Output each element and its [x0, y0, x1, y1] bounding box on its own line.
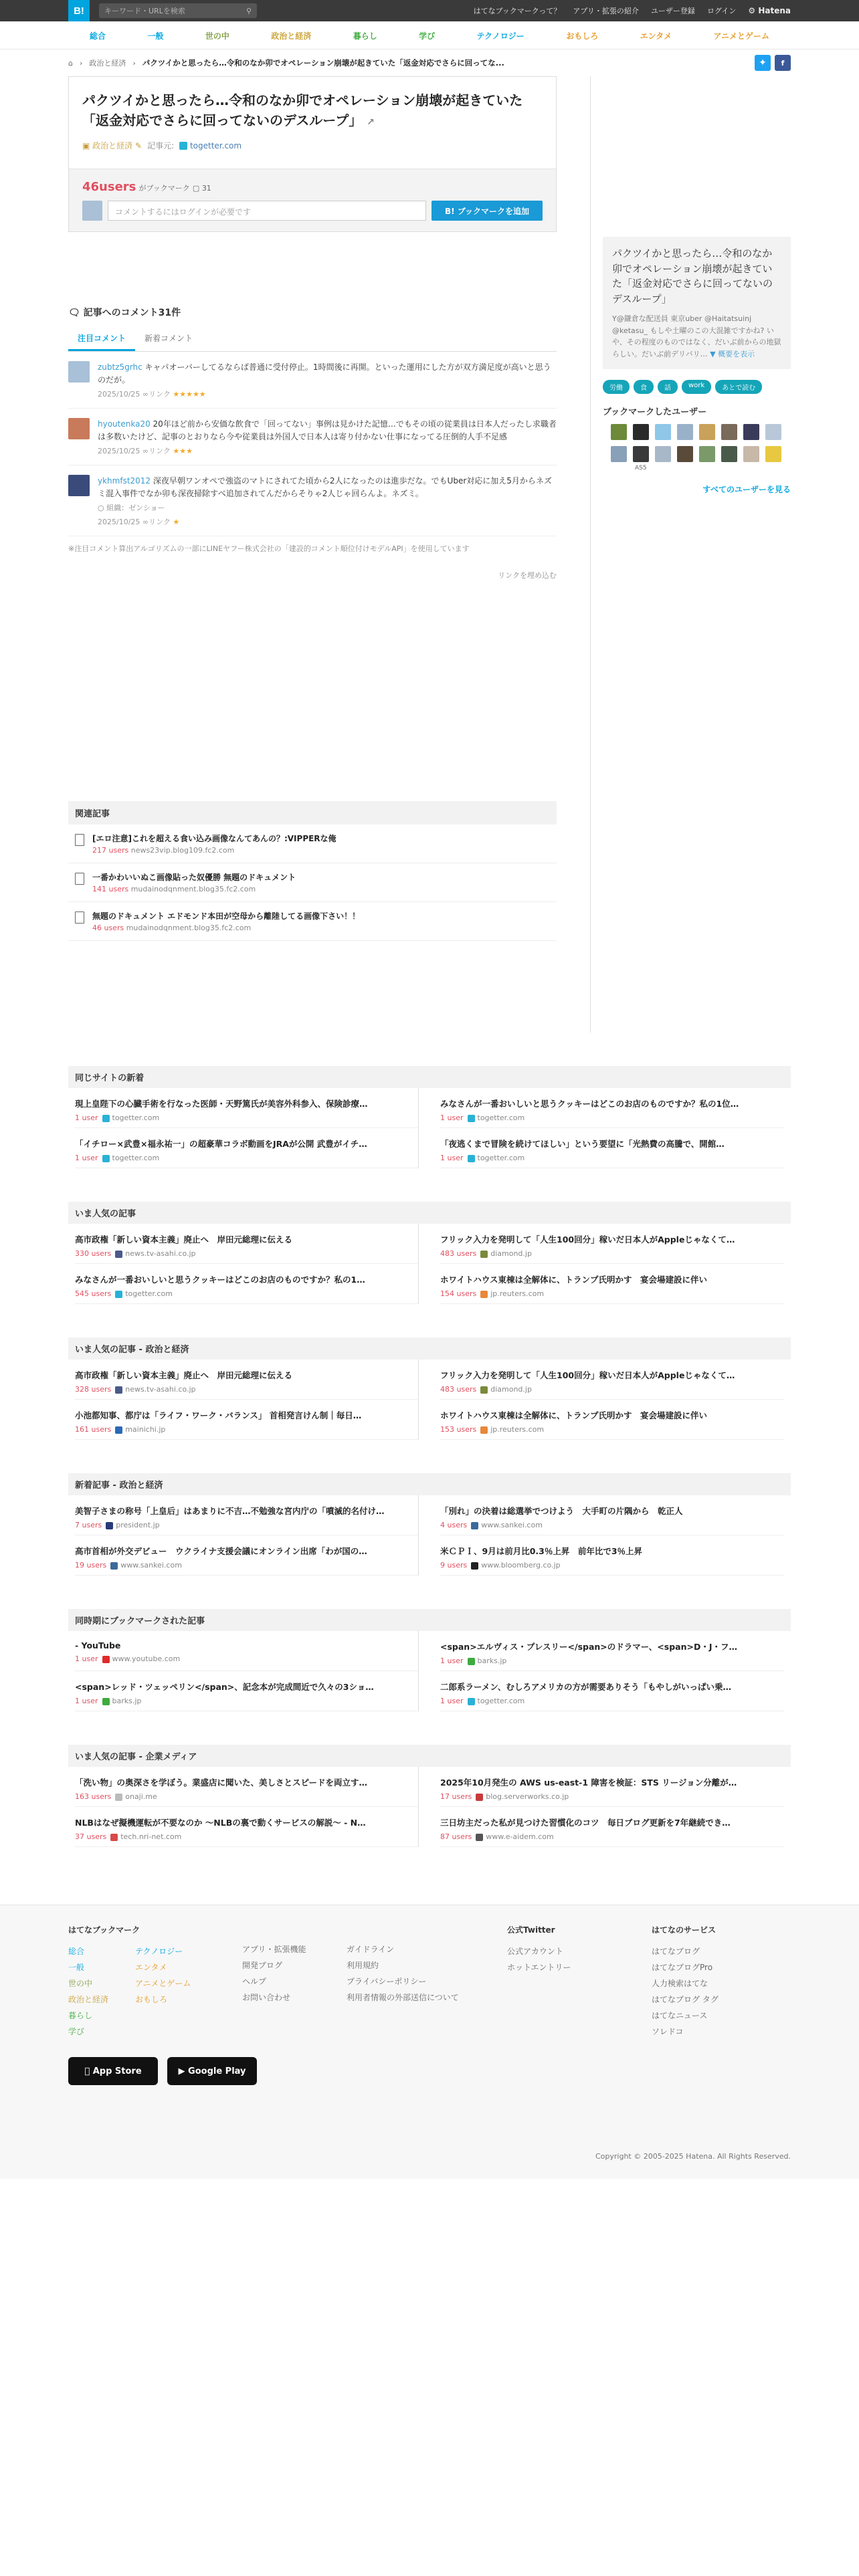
- entry-title[interactable]: パクツイかと思ったら…令和のなか卯でオペレーション崩壊が起きていた「返金対応でさらに回ってないのデスループ」 ↗: [82, 92, 523, 128]
- nav-ippan[interactable]: 一般: [147, 31, 164, 41]
- link-icon: ∞: [142, 390, 149, 399]
- list-item[interactable]: [440, 1128, 784, 1168]
- document-icon: [75, 834, 84, 846]
- related-title[interactable]: 無題のドキュメント エドモンド本田が空母から離陸してる画像下さい！！: [92, 911, 361, 921]
- article-users[interactable]: 87 users: [440, 1832, 472, 1841]
- tag-icon: ○: [98, 503, 104, 512]
- site-favicon-icon: [480, 1426, 488, 1434]
- article-domain: barks.jp: [477, 1656, 507, 1665]
- comment-text: 深夜早朝ワンオペで強盗のマトにされてた頃から2人になったのは進歩だな。でもUber対応に加え5月からネズミ混入事件でなか卯も深夜掃除すべ追加されてんだからそりゃ2人じゃ回らんよ。ネズミ。: [98, 476, 552, 499]
- footer-link[interactable]: お問い合わせ: [242, 1993, 291, 2002]
- related-item[interactable]: [68, 863, 557, 902]
- home-icon[interactable]: ⌂: [68, 58, 73, 68]
- article-users[interactable]: 1 user: [75, 1154, 98, 1162]
- tag-icon: ▣: [82, 141, 90, 150]
- article-title[interactable]: フリック入力を発明して「人生100回分」稼いだ日本人がAppleじゃなくて…: [440, 1370, 735, 1380]
- article-title[interactable]: みなさんが一番おいしいと思うクッキーはどこのお店のものですか？私の1位…: [440, 1099, 739, 1109]
- comment-link[interactable]: リンク: [149, 390, 171, 399]
- comment-date[interactable]: 2025/10/25: [98, 517, 140, 526]
- see-all-users-link[interactable]: すべてのユーザーを見る: [702, 485, 791, 495]
- footer-link[interactable]: 開発ブログ: [242, 1961, 283, 1970]
- bookmark-bar: 46users がブックマーク ▢ 31 コメントするにはログインが必要です B! ブックマークを追加: [69, 169, 556, 231]
- footer-link[interactable]: はてなブログ タグ: [652, 1995, 719, 2004]
- nav-life[interactable]: 暮らし: [353, 31, 377, 41]
- list-item[interactable]: [440, 1088, 784, 1128]
- user-avatar[interactable]: [765, 446, 781, 462]
- comment-user[interactable]: hyoutenka20: [98, 419, 151, 429]
- article-title[interactable]: 小池都知事、都庁は「ライフ・ワーク・バランス」 首相発言けん制｜毎日…: [75, 1410, 362, 1420]
- comment-link[interactable]: リンク: [149, 447, 171, 456]
- avatar: [82, 201, 102, 221]
- togetter-favicon-icon: [179, 142, 187, 150]
- user-avatar[interactable]: [743, 424, 759, 440]
- play-icon: ▶: [178, 2066, 185, 2076]
- nav-it[interactable]: テクノロジー: [476, 31, 524, 41]
- article-domain: togetter.com: [125, 1289, 173, 1298]
- article-domain: www.e-aidem.com: [486, 1832, 554, 1841]
- nav-knowledge[interactable]: 学び: [419, 31, 436, 41]
- site-favicon-icon: [471, 1522, 478, 1529]
- list-item[interactable]: [75, 1400, 419, 1440]
- category-nav: [0, 21, 859, 49]
- top-bar: [0, 0, 859, 21]
- list-item[interactable]: [440, 1360, 784, 1400]
- list-item[interactable]: [440, 1400, 784, 1440]
- footer-link[interactable]: はてなブログ: [652, 1947, 700, 1956]
- app-store-badge[interactable]: App Store: [68, 2057, 158, 2085]
- bookmark-count[interactable]: 46users: [82, 180, 136, 194]
- article-title[interactable]: 現上皇陛下の心臓手術を行なった医師・天野篤氏が美容外科参入、保険診療…: [75, 1099, 368, 1109]
- article-title[interactable]: 高市政権「新しい資本主義」廃止へ 岸田元総理に伝える: [75, 1235, 293, 1245]
- external-link-icon[interactable]: ↗: [367, 117, 375, 128]
- related-heading: 関連記事: [68, 801, 557, 825]
- footer-link[interactable]: ヘルプ: [242, 1977, 267, 1986]
- comment-algorithm-note: ※注目コメント算出アルゴリズムの一部にLINEヤフー株式会社の「建設的コメント順位付けモデルAPI」を使用しています: [68, 544, 470, 553]
- footer-link[interactable]: 公式アカウント: [507, 1947, 563, 1956]
- article-domain: news.tv-asahi.co.jp: [125, 1385, 196, 1394]
- section-grid: [68, 1360, 791, 1440]
- nav-fun[interactable]: おもしろ: [566, 31, 599, 41]
- footer-link[interactable]: ガイドライン: [347, 1945, 395, 1954]
- footer-link[interactable]: プライバシーポリシー: [347, 1977, 427, 1986]
- related-item[interactable]: [68, 902, 557, 941]
- section-grid: [68, 1767, 791, 1847]
- hatena-icon: ⚙: [748, 6, 756, 15]
- user-avatar[interactable]: [677, 424, 693, 440]
- site-favicon-icon: [115, 1386, 122, 1394]
- article-users[interactable]: 19 users: [75, 1561, 107, 1570]
- site-favicon-icon: [110, 1834, 118, 1841]
- footer-link[interactable]: 人力検索はてな: [652, 1979, 708, 1988]
- user-avatar[interactable]: [699, 424, 715, 440]
- search-input[interactable]: キーワード・URLを検索 ⚲: [99, 3, 257, 18]
- footer: [0, 1905, 859, 2179]
- embed-link[interactable]: リンクを埋め込む: [498, 570, 557, 580]
- section-heading: 同時期にブックマークされた記事: [68, 1609, 791, 1631]
- footer-link[interactable]: ソレドコ: [652, 2027, 684, 2036]
- footer-link[interactable]: 暮らし: [68, 2011, 93, 2020]
- site-favicon-icon: [468, 1698, 475, 1705]
- article-title[interactable]: 二郎系ラーメン、むしろアメリカの方が需要ありそう「もやしがいっぱい乗…: [440, 1682, 732, 1692]
- list-item[interactable]: [75, 1224, 419, 1264]
- section-heading: いま人気の記事 - 政治と経済: [68, 1337, 791, 1360]
- document-icon: [75, 911, 84, 924]
- entry-source[interactable]: togetter.com: [179, 141, 242, 150]
- section-heading: いま人気の記事: [68, 1202, 791, 1224]
- bookmark-user-grid: [611, 424, 791, 462]
- site-favicon-icon: [476, 1834, 483, 1841]
- breadcrumb-title: パクツイかと思ったら…令和のなか卯でオペレーション崩壊が起きていた「返金対応でさらに回ってな...: [142, 58, 504, 68]
- apps-link[interactable]: アプリ・拡張の紹介: [573, 7, 639, 15]
- article-title[interactable]: フリック入力を発明して「人生100回分」稼いだ日本人がAppleじゃなくて…: [440, 1235, 735, 1245]
- article-title[interactable]: <span>エルヴィス・プレスリー</span>のドラマー、<span>D・J・フ…: [440, 1642, 737, 1652]
- list-item[interactable]: [75, 1767, 419, 1807]
- main-column: [68, 76, 557, 1033]
- link-icon: ∞: [142, 447, 149, 456]
- related-users[interactable]: 46 users: [92, 923, 124, 932]
- search-icon[interactable]: ⚲: [246, 6, 252, 15]
- user-avatar[interactable]: [633, 446, 649, 462]
- section-grid: [68, 1631, 791, 1711]
- footer-link[interactable]: アニメとゲーム: [135, 1979, 191, 1988]
- source-label: 記事元:: [147, 141, 175, 150]
- article-users[interactable]: 37 users: [75, 1832, 107, 1841]
- list-item[interactable]: [440, 1807, 784, 1847]
- user-avatar[interactable]: [699, 446, 715, 462]
- article-domain: www.youtube.com: [112, 1654, 181, 1663]
- user-avatar[interactable]: [633, 424, 649, 440]
- article-domain: togetter.com: [477, 1113, 525, 1122]
- comment-item: [68, 465, 557, 536]
- site-favicon-icon: [468, 1115, 475, 1122]
- comment-text: キャパオーバーしてるならば普通に受付停止。1時間後に再開。といった運用にした方が双方満足度が高いと思うのだが。: [98, 362, 551, 385]
- site-favicon-icon: [106, 1522, 113, 1529]
- tab-popular-comments[interactable]: 注目コメント: [68, 327, 135, 351]
- footer-twitter-heading: 公式Twitter: [507, 1925, 555, 1935]
- section-heading: いま人気の記事 - 企業メディア: [68, 1745, 791, 1767]
- add-bookmark-button[interactable]: B! ブックマークを追加: [432, 201, 543, 221]
- nav-general[interactable]: 総合: [90, 31, 106, 41]
- comment-user[interactable]: ykhmfst2012: [98, 476, 151, 486]
- related-domain: news23vip.blog109.fc2.com: [130, 845, 235, 855]
- avatar[interactable]: [68, 418, 90, 439]
- site-favicon-icon: [102, 1656, 110, 1663]
- site-favicon-icon: [115, 1251, 122, 1258]
- avatar[interactable]: [68, 361, 90, 383]
- article-users[interactable]: 7 users: [75, 1521, 102, 1529]
- copyright: Copyright © 2005-2025 Hatena. All Rights Reserved.: [595, 2152, 791, 2161]
- user-avatar[interactable]: [677, 446, 693, 462]
- footer-link[interactable]: はてなニュース: [652, 2011, 708, 2020]
- article-users[interactable]: 545 users: [75, 1289, 112, 1298]
- article-users[interactable]: 328 users: [75, 1385, 112, 1394]
- lower-sections: [68, 1066, 791, 1847]
- nav-politics[interactable]: 政治と経済: [271, 31, 312, 41]
- nav-game[interactable]: アニメとゲーム: [713, 31, 769, 41]
- footer-link[interactable]: 世の中: [68, 1979, 93, 1988]
- tag-pill[interactable]: work: [682, 380, 711, 394]
- article-domain: news.tv-asahi.co.jp: [125, 1249, 196, 1258]
- site-favicon-icon: [102, 1115, 110, 1122]
- user-avatar[interactable]: [611, 446, 627, 462]
- article-users[interactable]: 154 users: [440, 1289, 477, 1298]
- comment-item: [68, 409, 557, 465]
- article-title[interactable]: - YouTube: [75, 1640, 121, 1650]
- comment-bubble-icon: 🗨: [68, 308, 80, 318]
- entry-summary-box: [603, 237, 791, 369]
- tag-list: [603, 380, 791, 394]
- section-grid: [68, 1088, 791, 1168]
- article-domain: mainichi.jp: [125, 1425, 166, 1434]
- tag-pill[interactable]: あとで読む: [715, 380, 762, 394]
- site-favicon-icon: [102, 1698, 110, 1705]
- list-item[interactable]: [440, 1495, 784, 1535]
- article-title[interactable]: 高市政権「新しい資本主義」廃止へ 岸田元総理に伝える: [75, 1370, 293, 1380]
- comment-input[interactable]: コメントするにはログインが必要です: [108, 201, 426, 221]
- article-users[interactable]: 1 user: [75, 1113, 98, 1122]
- article-users[interactable]: 1 user: [440, 1697, 464, 1705]
- list-item[interactable]: [440, 1535, 784, 1576]
- list-item[interactable]: [75, 1360, 419, 1400]
- article-users[interactable]: 1 user: [440, 1656, 464, 1665]
- article-domain: togetter.com: [477, 1697, 525, 1705]
- list-item[interactable]: [75, 1128, 419, 1168]
- hatena-bookmark-logo[interactable]: B!: [68, 0, 90, 21]
- site-favicon-icon: [471, 1562, 478, 1570]
- article-users[interactable]: 1 user: [440, 1113, 464, 1122]
- site-favicon-icon: [480, 1386, 488, 1394]
- article-domain: togetter.com: [112, 1113, 160, 1122]
- site-favicon-icon: [110, 1562, 118, 1570]
- about-link[interactable]: はてなブックマークって？: [473, 7, 561, 15]
- tag-pill[interactable]: 食: [634, 380, 654, 394]
- article-users[interactable]: 4 users: [440, 1521, 468, 1529]
- section-heading: 同じサイトの新着: [68, 1066, 791, 1088]
- article-users[interactable]: 1 user: [440, 1154, 464, 1162]
- related-domain: mudainodqnment.blog35.fc2.com: [126, 923, 252, 932]
- comment-tag[interactable]: ○ 組織：ゼンショー: [98, 503, 165, 512]
- comment-user[interactable]: zubtz5grhc: [98, 362, 142, 372]
- star-icon[interactable]: ★: [173, 517, 180, 526]
- avatar-label: AS5: [635, 465, 647, 472]
- list-item[interactable]: [440, 1631, 784, 1671]
- list-item[interactable]: [75, 1671, 419, 1711]
- article-title[interactable]: 「イチロー×武豊×福永祐一」の超豪華コラボ動画をJRAが公開 武豊がイチ…: [75, 1139, 367, 1149]
- article-title[interactable]: みなさんが一番おいしいと思うクッキーはどこのお店のものですか？私の1…: [75, 1275, 365, 1285]
- tag-pill[interactable]: 話: [658, 380, 678, 394]
- article-users[interactable]: 161 users: [75, 1425, 112, 1434]
- comment-count[interactable]: ▢ 31: [192, 184, 211, 193]
- bookmark-users-heading: ブックマークしたユーザー: [603, 407, 707, 418]
- article-users[interactable]: 163 users: [75, 1792, 112, 1801]
- site-favicon-icon: [102, 1155, 110, 1162]
- article-title[interactable]: ホワイトハウス東棟は全解体に、トランプ氏明かす 宴会場建設に伴い: [440, 1410, 708, 1420]
- footer-link[interactable]: 総合: [68, 1947, 85, 1956]
- document-icon: [75, 873, 84, 885]
- show-summary-link[interactable]: ▼ 概要を表示: [710, 349, 755, 358]
- section-grid: [68, 1495, 791, 1576]
- star-icon[interactable]: ★★★★★: [173, 390, 206, 399]
- article-title[interactable]: 「別れ」の決着は総選挙でつけよう 大手町の片隅から 乾正人: [440, 1506, 683, 1516]
- article-users[interactable]: 330 users: [75, 1249, 112, 1258]
- article-users[interactable]: 153 users: [440, 1425, 477, 1434]
- tag-pill[interactable]: 労働: [603, 380, 630, 394]
- related-title[interactable]: 一番かわいいぬこ画像貼った奴優勝 無題のドキュメント: [92, 872, 296, 882]
- star-icon[interactable]: ★★★: [173, 447, 193, 456]
- article-users[interactable]: 9 users: [440, 1561, 468, 1570]
- footer-link[interactable]: テクノロジー: [135, 1947, 183, 1956]
- article-domain: president.jp: [116, 1521, 160, 1529]
- article-users[interactable]: 483 users: [440, 1249, 477, 1258]
- facebook-share-icon[interactable]: f: [775, 55, 791, 71]
- article-title[interactable]: ホワイトハウス東棟は全解体に、トランプ氏明かす 宴会場建設に伴い: [440, 1275, 708, 1285]
- list-item[interactable]: [440, 1767, 784, 1807]
- site-favicon-icon: [115, 1794, 122, 1801]
- comment-link[interactable]: リンク: [149, 517, 171, 526]
- comment-date[interactable]: 2025/10/25: [98, 447, 140, 456]
- site-favicon-icon: [468, 1658, 475, 1665]
- article-domain: diamond.jp: [490, 1385, 532, 1394]
- list-item[interactable]: [75, 1535, 419, 1576]
- user-avatar[interactable]: [721, 424, 737, 440]
- twitter-share-icon[interactable]: ✦: [755, 55, 771, 71]
- article-domain: togetter.com: [477, 1154, 525, 1162]
- footer-link[interactable]: はてなブログPro: [652, 1963, 713, 1972]
- site-favicon-icon: [476, 1794, 483, 1801]
- summary-title[interactable]: パクツイかと思ったら…令和のなか卯でオペレーション崩壊が起きていた「返金対応でさらに回ってないのデスループ」: [612, 247, 773, 305]
- article-users[interactable]: 1 user: [75, 1654, 98, 1663]
- comment-item: [68, 352, 557, 409]
- site-favicon-icon: [115, 1291, 122, 1298]
- comment-icon: ▢: [192, 184, 200, 193]
- list-item[interactable]: [440, 1224, 784, 1264]
- entry-category[interactable]: ▣ 政治と経済 ✎: [82, 141, 142, 150]
- article-domain: www.bloomberg.co.jp: [481, 1561, 561, 1570]
- article-title[interactable]: 2025年10月発生の AWS us-east-1 障害を検証：STS リージョン分離が…: [440, 1778, 737, 1788]
- article-title[interactable]: 高市首相が外交デビュー ウクライナ支援会議にオンライン出席「わが国の…: [75, 1546, 367, 1556]
- list-item[interactable]: [75, 1264, 419, 1304]
- sidebar: [590, 76, 791, 1033]
- site-favicon-icon: [480, 1251, 488, 1258]
- related-title[interactable]: [エロ注意]これを超える食い込み画像なんてあんの？:VIPPERな俺: [92, 833, 337, 843]
- article-domain: jp.reuters.com: [490, 1425, 545, 1434]
- footer-services-heading: はてなのサービス: [652, 1925, 717, 1935]
- related-item[interactable]: [68, 825, 557, 863]
- footer-link[interactable]: 利用規約: [347, 1961, 379, 1970]
- google-play-badge[interactable]: ▶ Google Play: [167, 2057, 257, 2085]
- section-heading: 新着記事 - 政治と経済: [68, 1473, 791, 1495]
- register-link[interactable]: ユーザー登録: [650, 7, 695, 15]
- footer-link[interactable]: 利用者情報の外部送信について: [347, 1993, 459, 2002]
- comment-text: 20年ほど前から安価な飲食で「回ってない」事例は見かけた記憶…でもその頃の従業員は日本人だったし求職者は多数いたけど、記事のとおりなら今や従業員は外国人で日本人は寄り付かない仕事になってる圧倒的人手不足感: [98, 419, 557, 441]
- user-avatar[interactable]: [765, 424, 781, 440]
- user-avatar[interactable]: [721, 446, 737, 462]
- tab-new-comments[interactable]: 新着コメント: [145, 334, 193, 343]
- article-domain: tech.nri-net.com: [120, 1832, 182, 1841]
- article-domain: www.sankei.com: [120, 1561, 182, 1570]
- section-grid: [68, 1224, 791, 1304]
- article-title[interactable]: 「夜逃くまで冒険を続けてほしい」という要望に「光熱費の高騰で、開館…: [440, 1139, 725, 1149]
- login-link[interactable]: ログイン: [706, 7, 737, 15]
- list-item[interactable]: [440, 1671, 784, 1711]
- avatar[interactable]: [68, 475, 90, 496]
- apple-icon: [84, 2066, 90, 2076]
- summary-description: Y@鎌倉な配送員 東京uber @Haitatsuinj @ketasu_ もしや土曜のこの大混雑ですかね? いや、その程度のものではなく、だいぶ前からの地獄らしい。だいぶ前デリバリ…: [612, 314, 781, 358]
- user-avatar[interactable]: [743, 446, 759, 462]
- list-item[interactable]: [75, 1495, 419, 1535]
- nav-entertainment[interactable]: エンタメ: [640, 31, 672, 41]
- comment-tabs: [68, 327, 557, 352]
- site-favicon-icon: [480, 1291, 488, 1298]
- site-favicon-icon: [115, 1426, 122, 1434]
- list-item[interactable]: [75, 1807, 419, 1847]
- article-domain: blog.serverworks.co.jp: [486, 1792, 569, 1801]
- list-item[interactable]: [440, 1264, 784, 1304]
- user-avatar[interactable]: [611, 424, 627, 440]
- edit-icon: ✎: [135, 141, 142, 150]
- footer-link[interactable]: 一般: [68, 1963, 85, 1972]
- user-avatar[interactable]: [655, 446, 671, 462]
- article-title[interactable]: NLBはなぜ擬機運転が不要なのか ～NLBの裏で動くサービスの解説～ - N…: [75, 1818, 366, 1828]
- related-users[interactable]: 141 users: [92, 884, 129, 893]
- footer-link[interactable]: アプリ・拡張機能: [242, 1945, 306, 1954]
- related-users[interactable]: 217 users: [92, 845, 129, 855]
- nav-society[interactable]: 世の中: [205, 31, 229, 41]
- footer-link[interactable]: エンタメ: [135, 1963, 167, 1972]
- footer-link[interactable]: 政治と経済: [68, 1995, 109, 2004]
- article-users[interactable]: 483 users: [440, 1385, 477, 1394]
- entry-box: [68, 76, 557, 232]
- breadcrumb-category[interactable]: 政治と経済: [89, 59, 126, 68]
- article-title[interactable]: 美智子さまの称号「上皇后」はあまりに不吉…不勉強な宮内庁の「噴滅的名付け…: [75, 1506, 385, 1516]
- article-title[interactable]: 米ＣＰＩ、9月は前月比0.3％上昇 前年比で3％上昇: [440, 1546, 643, 1556]
- comments-heading: 🗨 記事へのコメント31件: [68, 308, 181, 318]
- user-avatar[interactable]: [655, 424, 671, 440]
- list-item[interactable]: [75, 1631, 419, 1671]
- footer-link[interactable]: おもしろ: [135, 1995, 168, 2004]
- footer-bookmark-heading: はてなブックマーク: [68, 1925, 140, 1935]
- article-users[interactable]: 1 user: [75, 1697, 98, 1705]
- link-icon: ∞: [142, 517, 149, 526]
- footer-link[interactable]: ホットエントリー: [507, 1963, 571, 1972]
- article-domain: www.sankei.com: [481, 1521, 543, 1529]
- site-favicon-icon: [468, 1155, 475, 1162]
- article-title[interactable]: 「洗い物」の奥深さを学ぼう。業盛店に聞いた、美しさとスピードを両立す…: [75, 1778, 368, 1788]
- hatena-logo[interactable]: ⚙ Hatena: [748, 6, 791, 15]
- list-item[interactable]: [75, 1088, 419, 1128]
- article-domain: togetter.com: [112, 1154, 160, 1162]
- comment-date[interactable]: 2025/10/25: [98, 390, 140, 399]
- article-title[interactable]: 三日坊主だった私が見つけた習慣化のコツ 毎日ブログ更新を7年継続でき…: [440, 1818, 731, 1828]
- article-domain: barks.jp: [112, 1697, 142, 1705]
- footer-link[interactable]: 学び: [68, 2027, 85, 2036]
- article-domain: diamond.jp: [490, 1249, 532, 1258]
- article-title[interactable]: <span>レッド・ツェッペリン</span>、記念本が完成間近で久々の3ショ…: [75, 1682, 374, 1692]
- article-domain: jp.reuters.com: [490, 1289, 545, 1298]
- related-domain: mudainodqnment.blog35.fc2.com: [130, 884, 256, 893]
- breadcrumb: ⌂ › 政治と経済 › パクツイかと思ったら…令和のなか卯でオペレーション崩壊が起きていた「返金対応でさらに回ってな... ✦ f: [68, 49, 791, 76]
- article-users[interactable]: 17 users: [440, 1792, 472, 1801]
- article-domain: onaji.me: [125, 1792, 157, 1801]
